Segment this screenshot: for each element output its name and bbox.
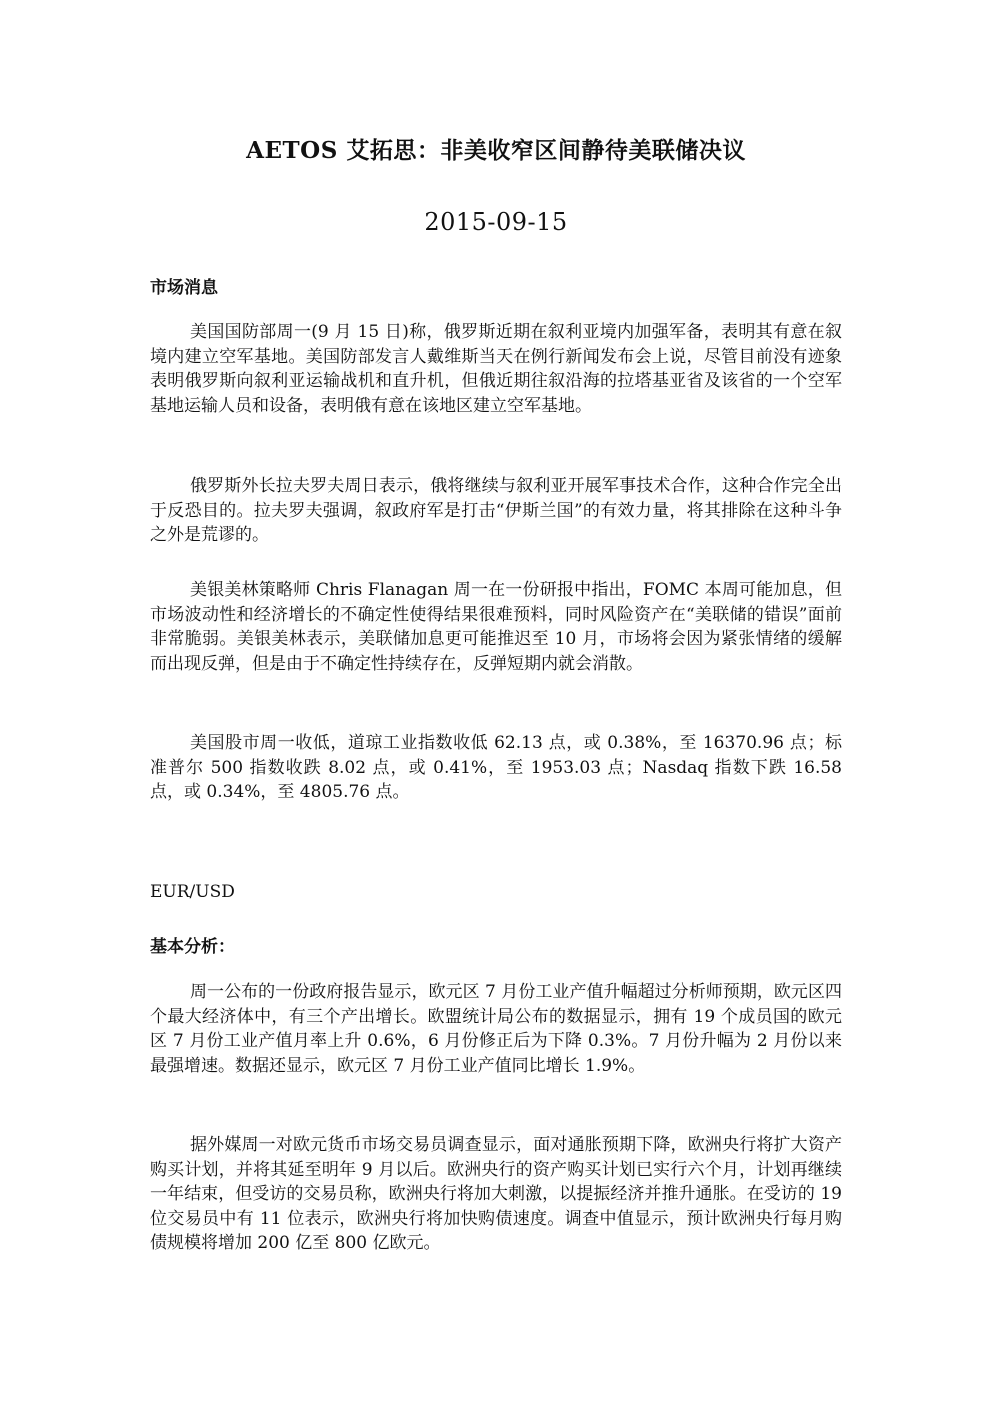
market-news-paragraph-4: 美国股市周一收低，道琼工业指数收低 62.13 点，或 0.38%，至 16370.96 点；标准普尔 500 指数收跌 8.02 点，或 0.41%，至 1953.03 点；Nasdaq 指数下跌 16.58 点，或 0.34%，至 4805.76 点。 xyxy=(150,733,842,802)
market-news-paragraph-1: 美国国防部周一(9 月 15 日)称，俄罗斯近期在叙利亚境内加强军备，表明其有意在叙境内建立空军基地。美国防部发言人戴维斯当天在例行新闻发布会上说，尽管目前没有迹象表明俄罗斯向叙利亚运输战机和直升机，但俄近期往叙沿海的拉塔基亚省及该省的一个空军基地运输人员和设备，表明俄有意在该地区建立空军基地。 xyxy=(150,322,842,416)
section-heading-fundamental-analysis: 基本分析： xyxy=(150,937,235,957)
document-date: 2015-09-15 xyxy=(424,208,568,236)
eurusd-paragraph-2: 据外媒周一对欧元货币市场交易员调查显示，面对通胀预期下降，欧洲央行将扩大资产购买计划，并将其延至明年 9 月以后。欧洲央行的资产购买计划已实行六个月，计划再继续一年结束，但受访的交易员称，欧洲央行将加大刺激，以提振经济并推升通胀。在受访的 19 位交易员中有 11 位表示，欧洲央行将加快购债速度。调查中值显示，预计欧洲央行每月购债规模将增加 200 亿至 800 亿欧元。 xyxy=(150,1135,842,1253)
eurusd-paragraph-1: 周一公布的一份政府报告显示，欧元区 7 月份工业产值升幅超过分析师预期，欧元区四个最大经济体中，有三个产出增长。欧盟统计局公布的数据显示，拥有 19 个成员国的欧元区 7 月份工业产值月率上升 0.6%，6 月份修正后为下降 0.3%。7 月份升幅为 2 月份以来最强增速。数据还显示，欧元区 7 月份工业产值同比增长 1.9%。 xyxy=(150,982,842,1076)
currency-pair-label: EUR/USD xyxy=(150,882,235,902)
document-title: AETOS 艾拓思：非美收窄区间静待美联储决议 xyxy=(246,137,746,164)
section-heading-market-news: 市场消息 xyxy=(150,278,218,298)
market-news-paragraph-3: 美银美林策略师 Chris Flanagan 周一在一份研报中指出，FOMC 本周可能加息，但市场波动性和经济增长的不确定性使得结果很难预料，同时风险资产在“美联储的错误”面前非常脆弱。美银美林表示，美联储加息更可能推迟至 10 月，市场将会因为紧张情绪的缓解而出现反弹，但是由于不确定性持续存在，反弹短期内就会消散。 xyxy=(150,580,842,674)
market-news-paragraph-2: 俄罗斯外长拉夫罗夫周日表示，俄将继续与叙利亚开展军事技术合作，这种合作完全出于反恐目的。拉夫罗夫强调，叙政府军是打击“伊斯兰国”的有效力量，将其排除在这种斗争之外是荒谬的。 xyxy=(150,476,842,545)
